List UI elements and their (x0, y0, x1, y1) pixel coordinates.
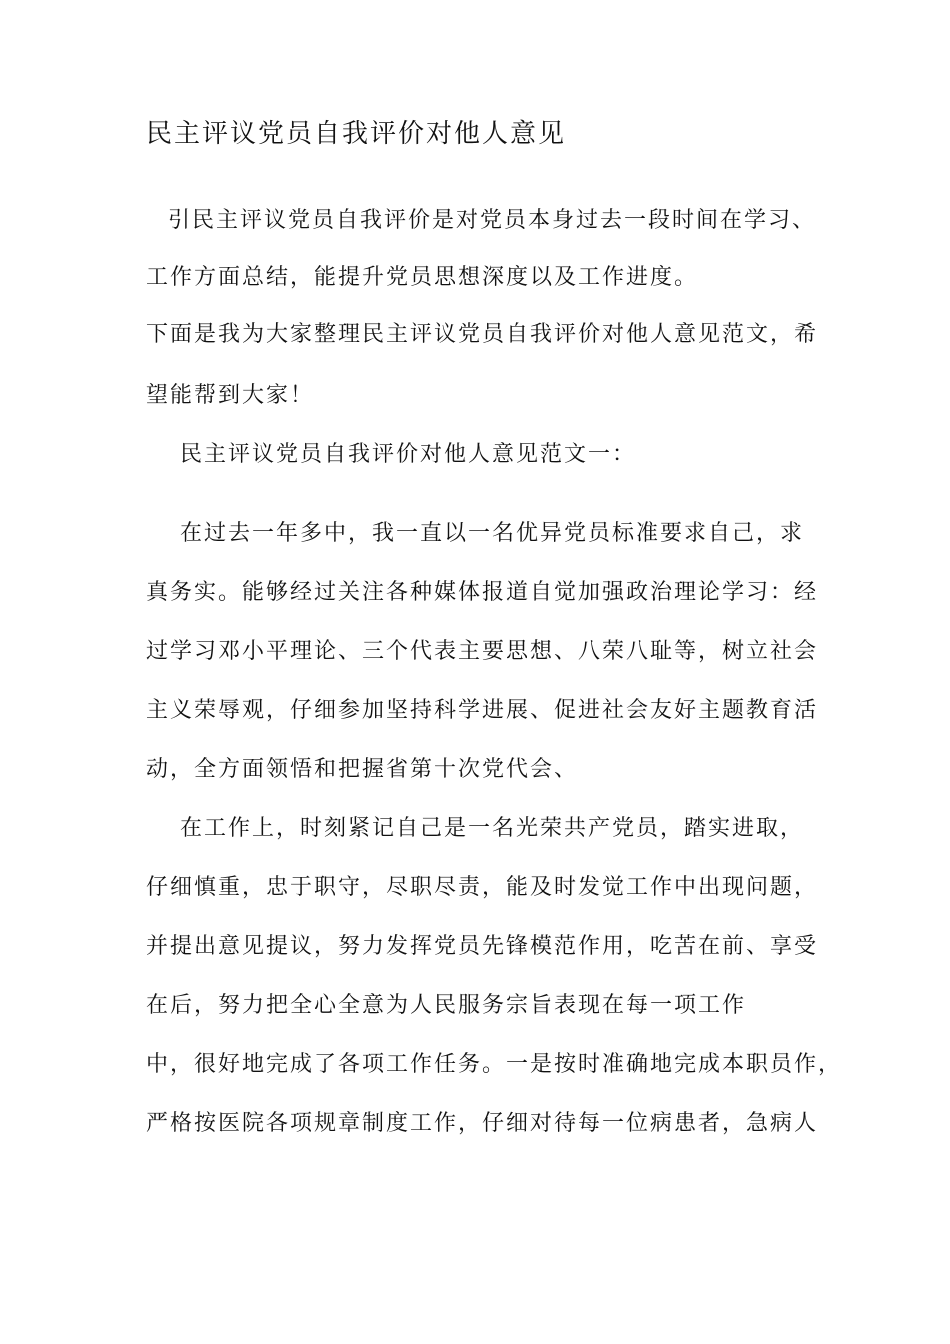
paragraph-line-1: 引民主评议党员自我评价是对党员本身过去一段时间在学习、 (168, 208, 817, 233)
paragraph-line-13: 在后，努力把全心全意为人民服务宗旨表现在每一项工作 (146, 993, 747, 1018)
section-heading-1: 民主评议党员自我评价对他人意见范文一： (180, 442, 637, 467)
paragraph-line-4: 望能帮到大家！ (146, 383, 315, 408)
document-title: 民主评议党员自我评价对他人意见 (146, 119, 567, 149)
paragraph-line-14: 中，很好地完成了各项工作任务。一是按时准确地完成本职员作， (146, 1052, 843, 1077)
paragraph-line-11: 仔细慎重，忠于职守，尽职尽责，能及时发觉工作中出现问题， (146, 875, 819, 900)
paragraph-line-15: 严格按医院各项规章制度工作，仔细对待每一位病患者，急病人 (146, 1111, 819, 1136)
paragraph-line-12: 并提出意见提议，努力发挥党员先锋模范作用，吃苦在前、享受 (146, 934, 819, 959)
paragraph-line-2: 工作方面总结，能提升党员思想深度以及工作进度。 (146, 265, 699, 290)
paragraph-line-9: 动，全方面领悟和把握省第十次党代会、 (146, 757, 579, 782)
paragraph-line-7: 过学习邓小平理论、三个代表主要思想、八荣八耻等，树立社会 (146, 639, 819, 664)
paragraph-line-5: 在过去一年多中，我一直以一名优异党员标准要求自己，求 (180, 521, 805, 546)
paragraph-line-6: 真务实。能够经过关注各种媒体报道自觉加强政治理论学习：经 (146, 580, 819, 605)
paragraph-line-8: 主义荣辱观，仔细参加坚持科学进展、促进社会友好主题教育活 (146, 698, 819, 723)
paragraph-line-3: 下面是我为大家整理民主评议党员自我评价对他人意见范文，希 (146, 322, 819, 347)
paragraph-line-10: 在工作上，时刻紧记自己是一名光荣共产党员，踏实进取， (180, 816, 805, 841)
